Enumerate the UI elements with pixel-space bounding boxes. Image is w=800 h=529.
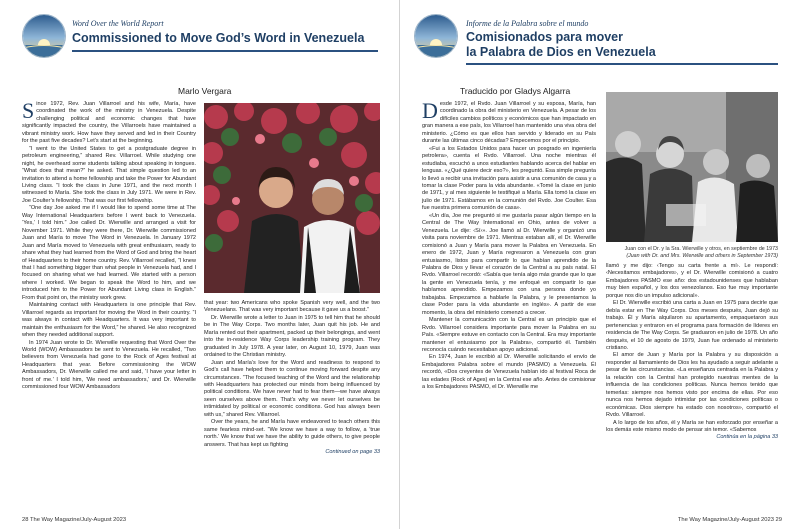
page-folio: The Way Magazine/July-August 2023 29 bbox=[677, 517, 782, 523]
article-title bbox=[466, 30, 786, 60]
article-title: Commissioned to Move God’s Word in Venezuela bbox=[72, 31, 365, 45]
article-column-2 bbox=[606, 263, 778, 442]
sunrise-logo-icon bbox=[414, 14, 458, 58]
title-rule bbox=[466, 63, 778, 65]
caption-english: (Juan with Dr. and Mrs. Wierwille and others in September 1973) bbox=[626, 252, 778, 259]
author-byline: Marlo Vergara bbox=[178, 86, 232, 96]
paragraph: «Un día, Joe me preguntó si me gustaría pasar algún tiempo en la Central de The Way International en Ohio, antes de volver a Venezuela. Le dije: ‹Sí›». Joe llamó al Dr. Wierwille y organizó una visita para noviembre de 1971. Mientras estaban allí, el Dr. Wierwille comisionó a Juan y María para mover la Palabra en Venezuela. En enero de 1972, Juan y María regresaron a Venezuela con gran entusiasmo, listos para compartir lo que habían aprendido de la Palabra de Dios y llevar el corazón de la Central a su país natal. El Rvdo. Villarroel recordó: «Sabía que tenía algo más grande que lo que la gente en Venezuela tenía, y me enfoqué en compartir lo que habíamos aprendido. Empezamos con una persona donde yo trabajaba. Empezamos a hablarle la Palabra, y le presentamos la clase Poder para la vida abundante en inglés». A partir de ese momento, la obra del ministerio comenzó a crecer. bbox=[422, 212, 596, 316]
paragraph: In 1974 Juan wrote to Dr. Wierwille requesting that Word Over the World (WOW) Ambassadors be sent to Venezuela. He recalled, “Two believers from Venezuela had gone to the Rock of Ages festival at Headquarters that year. Before commissioning the WOW Ambassadors, Dr. Wierwille called me and said, ‘I have your letter in front of me.’ I told him, ‘We need ambassadors,’ and Dr. Wierwille commissioned four WOW Ambassadors bbox=[22, 339, 196, 391]
title-line-2: la Palabra de Dios en Venezuela bbox=[466, 45, 656, 59]
drop-cap: S bbox=[22, 98, 35, 123]
paragraph: Mantener la comunicación con la Central es un principio que el Rvdo. Villarroel considera importante para mover la Palabra en su País. «Siempre estuve en contacto con la Central. Era muy importante mantener el entusiasmo por la Palabra», compartió él. También reconocía cuándo necesitaban apoyo adicional. bbox=[422, 317, 596, 353]
paragraph: En 1974, Juan le escribió al Dr. Wierwille solicitando el envío de Embajadores Palabra sobre el mundo (PASMO) a Venezuela. Él recordó, «Dos creyentes de Venezuela habían ido al festival Roca de las edades (Rock of Ages) en la Central ese año. Antes de comisionar a los Embajadores PASMO, el Dr. Wierwille me bbox=[422, 354, 596, 391]
translator-byline: Traducido por Gladys Algarra bbox=[460, 86, 571, 96]
article-column-2 bbox=[204, 300, 380, 457]
paragraph: Dr. Wierwille wrote a letter to Juan in 1975 to tell him that he should be in The Way Corps. Two months later, Juan quit his job. He and María rented out their apartment, packed up their belongings, and went into the in-residence Way Corps leadership training program. They graduated in July 1978. A year later, on August 10, 1979, Juan was ordained to the Christian ministry. bbox=[204, 314, 380, 359]
paragraph: llamó y me dijo: ‹Tengo su carta frente a mí›. Le respondí: ‹Necesitamos embajadores›, y el Dr. Wierwille comisionó a cuatro Embajadores PASMO ese año: dos estadounidenses que hablaban muy bien español, y los dos venezolanos. Eso fue muy importante porque nos dio un impulso adicional». bbox=[606, 263, 778, 299]
paragraph: “One day Joe asked me if I would like to spend some time at The Way International Headquarters before I went back to Venezuela. ‘Yes,’ I told him.” Joe called Dr. Wierwille and arranged a visit for November 1971. While they were there, Dr. Wierwille commissioned Juan and María to move The Word in Venezuela. In January 1972 Juan and María moved to Venezuela with great enthusiasm, ready to share what they had learned from the Word of God and bring the heart of Headquarters to their home country. Rev. Villarroel recalled, “I knew that I had something bigger than what people in Venezuela had, and I focused on sharing what we had learned. We started with a person where I worked. We began to speak the Word to him, and we introduced him to the Power for Abundant Living class in English.” From that point on, the ministry work grew. bbox=[22, 205, 196, 301]
paragraph: Since 1972, Rev. Juan Villarroel and his wife, María, have coordinated the work of the ministry in Venezuela. Despite challenging political and economic changes that have significantly impacted the country, the Villarroels have maintained a vibrant ministry work. How have they served and led in their Country for the past five decades? Let’s start at the beginning. bbox=[22, 98, 196, 145]
paragraph: El Dr. Wierwille escribió una carta a Juan en 1975 para decirle que debía estar en The Way Corps. Dos meses después, Juan dejó su trabajo. Él y María alquilaron su apartamento, empaquetaron sus pertenencias y entraron en el programa para formación de líderes en residencia de The Way Corps. Se graduaron en julio de 1978. Un año después, el 10 de agosto de 1979, Juan fue ordenado al ministerio cristiano. bbox=[606, 300, 778, 351]
drop-cap: D bbox=[422, 98, 438, 123]
paragraph: Over the years, he and María have endeavored to teach others this same fearless mind-set. “We know we have a way to follow, a ‘true north.’ We know that we have the ability to guide others, to give people answers. That has kept us fighting bbox=[204, 419, 380, 448]
paragraph: El amor de Juan y María por la Palabra y su disposición a responder al llamamiento de Dios les ha ayudado a seguir adelante a pesar de las circunstancias. «La enseñanza centrada en la Palabra y la relación con la Central han protegido nuestras mentes de la influencia de las condiciones políticas. Nunca hemos tenido que temerlas: siempre nos hemos visto por encima de ellas. Por eso nunca nos hemos dejado intimidar por las condiciones políticas o económicas. Dios siempre ha estado con nosotros», compartió el Rvdo. Villarroel. bbox=[606, 352, 778, 419]
paragraph: Maintaining contact with Headquarters is one principle that Rev. Villarroel regards as important for moving the Word in their country. “I was always in contact with Headquarters. It was very important to maintain the enthusiasm for the Word,” he shared. He also recognized when they needed additional support. bbox=[22, 302, 196, 339]
photo-group-1973 bbox=[606, 92, 778, 242]
section-eyebrow: Word Over the World Report bbox=[72, 19, 164, 28]
article-column-1 bbox=[22, 98, 196, 392]
page-folio: 28 The Way Magazine/July-August 2023 bbox=[22, 517, 127, 523]
paragraph: «Fui a los Estados Unidos para hacer un posgrado en ingeniería petrolera», cuenta el Rvdo. Villarroel. Una noche mientras él estudiaba, escuchó a unos estudiantes hablando acerca del hablar en lenguas. «¿Qué quiere decir eso?», les preguntó. Esa simple pregunta lo llevó a recibir una invitación para asistir a una comunión de casa y a tomar la clase Poder para la vida abundante. «Tomé la clase en junio de 1971, y al mes siguiente le testifiqué a María. Ella tomó la clase en julio de 1971. Estábamos en la comunión del Rvdo. Joe Coulter. Esa fue nuestra primera comunión de casa». bbox=[422, 145, 596, 212]
paragraph: “I went to the United States to get a postgraduate degree in petroleum engineering,” shared Rev. Villarroel. While studying one night, he overheard some students talking about speaking in tongues. “What does that mean?” he asked. That simple question led to an invitation to attend a home fellowship and take the Power for Abundant Living class. “I took the class in June 1971, and the next month I witnessed to María. She took the class in July 1971. We were in Rev. Joe Coulter’s fellowship. That was our first fellowship. bbox=[22, 145, 196, 204]
paragraph: Desde 1972, el Rvdo. Juan Villarroel y su esposa, María, han coordinado la obra del ministerio en Venezuela. A pesar de los difíciles cambios políticos y económicos que han impactado en gran manera a ese país, los Villarroel han mantenido una viva obra del ministerio. ¿Cómo es que ellos han servido y liderado en su País durante las últimas cinco décadas? Empecemos por el principio. bbox=[422, 98, 596, 145]
paragraph: Juan and María’s love for the Word and readiness to respond to God’s call have helped them to continue moving forward despite any circumstances. “The focused teaching of the Word and the relationship with Headquarters has protected our minds from being influenced by political conditions. We have never had to fear them—we have always seen ourselves above them. That’s why we never let ourselves be intimidated by political or economic conditions. God has always been with us,” shared Rev. Villarroel. bbox=[204, 359, 380, 418]
continued-note: Continúa en la página 33 bbox=[716, 434, 778, 441]
caption-spanish: Juan con el Dr. y la Sra. Wierwille y otros, en septiembre de 1973 bbox=[624, 246, 778, 252]
continued-note: Continued on page 33 bbox=[325, 449, 380, 456]
article-column-1 bbox=[422, 98, 596, 392]
paragraph: A lo largo de los años, él y María se han esforzado por enseñar a los demás este mismo modo de pensar sin temor. «Sabemos bbox=[606, 419, 778, 433]
paragraph: that year: two Americans who spoke Spanish very well, and the two Venezuelans. That was very important because it gave us a boost.” bbox=[204, 300, 380, 314]
section-eyebrow: Informe de la Palabra sobre el mundo bbox=[466, 19, 589, 28]
photo-caption bbox=[606, 246, 778, 260]
photo-couple bbox=[204, 103, 380, 293]
sunrise-logo-icon bbox=[22, 14, 66, 58]
right-page bbox=[400, 0, 800, 529]
title-rule bbox=[72, 50, 378, 52]
title-line-1: Comisionados para mover bbox=[466, 30, 623, 44]
